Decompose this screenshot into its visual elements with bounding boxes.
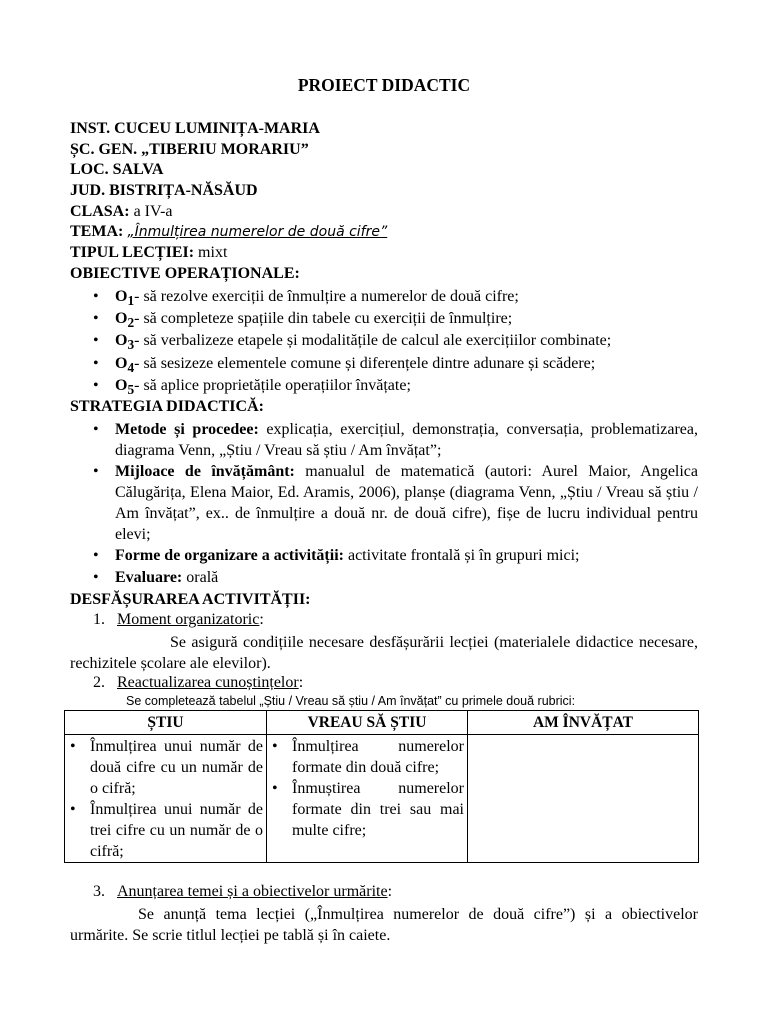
bullet-icon: • [93,569,99,586]
table-header-want: VREAU SĂ ȘTIU [267,711,468,735]
step-3-text: Se anunță tema lecției („Înmulțirea numerelor de două cifre”) și a obiectivelor urmărite. Se scrie titlul lecției pe tablă și în caiete. [70,906,698,944]
bullet-icon: • [272,738,278,755]
step-3-heading: 3. Anunțarea temei și a obiectivelor urmărite: [93,883,393,900]
objective-item: • $O_4-$ să sesizeze elementele comune și diferențele dintre adunare și scădere; [93,355,596,376]
objective-item: • $O_1-$ să rezolve exerciții de înmulțire a numerelor de două cifre; [93,288,519,309]
teacher-name: INST. CUCEU LUMINIȚA-MARIA [70,120,320,137]
table-header-learned: AM ÎNVĂȚAT [468,711,699,735]
strategy-heading: STRATEGIA DIDACTICĂ: [70,398,264,415]
bullet-icon: • [272,780,278,797]
bullet-icon: • [70,738,76,755]
strategy-methods: • Metode și procedee: explicația, exercițiul, demonstrația, conversația, problematizarea, diagrama Venn, „Știu / Vreau să știu / Am învățat”; [93,421,699,459]
bullet-icon: • [93,377,99,394]
strategy-means: • Mijloace de învățământ: manualul de matematică (autori: Aurel Maior, Angelica Călugărița, Elena Maior, Ed. Aramis, 2006), planșe (diagrama Venn, „Știu / Vreau să știu / Am învățat”, ex.. de înmulțire a două nr. de două cifre), fișe de lucru individual pentru elevi; [93,463,699,543]
step-2-heading: 2. Reactualizarea cunoștințelor: [93,674,304,691]
objectives-heading: OBIECTIVE OPERAȚIONALE: [70,265,300,282]
theme-label: TEMA: [70,223,124,240]
step-1-heading: 1. Moment organizatoric: [93,611,264,628]
table-cell-learned [468,735,699,863]
theme-value: „Înmulțirea numerelor de două cifre” [127,224,388,240]
table-caption: Se completează tabelul „Știu / Vreau să știu / Am învățat” cu primele două rubrici: [126,694,576,708]
table-header-know: ȘTIU [65,711,267,735]
theme-line [70,222,387,242]
page-title: PROIECT DIDACTIC [297,75,471,95]
bullet-icon: • [70,801,76,818]
objective-item: • $O_2-$ să completeze spațiile din tabele cu exerciții de înmulțire; [93,310,513,331]
list-item: • Înmulțirea numerelor formate din două cifre; [272,738,464,776]
class-label: CLASA: [70,203,130,220]
class-value: a IV-a [133,203,173,220]
strategy-evaluation: • Evaluare: orală [93,569,219,586]
table-cell-want [267,735,468,863]
bullet-icon: • [93,288,99,305]
locality: LOC. SALVA [70,161,164,178]
objective-item: • $O_3-$ să verbalizeze etapele și modalitățile de calcul ale exercițiilor combinate; [93,332,612,353]
bullet-icon: • [93,421,99,438]
bullet-icon: • [93,547,99,564]
bullet-icon: • [93,310,99,327]
table-cell-know [65,735,267,863]
step-1-text: Se asigură condițiile necesare desfășurării lecției (materialele didactice necesare, rechizitele școlare ale elevilor). [70,634,698,672]
school-name: ȘC. GEN. „TIBERIU MORARIU” [70,141,309,158]
lesson-type-value: mixt [198,244,228,261]
bullet-icon: • [93,332,99,349]
county: JUD. BISTRIȚA-NĂSĂUD [70,182,258,199]
class-line [70,202,173,222]
list-item: • Înmulțirea unui număr de trei cifre cu un număr de o cifră; [70,801,263,860]
list-item: • Înmuștirea numerelor formate din trei sau mai multe cifre; [272,780,464,839]
kwl-table [64,710,699,863]
bullet-icon: • [93,355,99,372]
strategy-forms: • Forme de organizare a activității: activitate frontală și în grupuri mici; [93,547,580,564]
list-item: • Înmulțirea unui număr de două cifre cu un număr de o cifră; [70,738,263,797]
lesson-type-line [70,243,227,263]
lesson-type-label: TIPUL LECȚIEI: [70,244,195,261]
activity-heading: DESFĂȘURAREA ACTIVITĂȚII: [70,591,311,608]
bullet-icon: • [93,463,99,480]
objective-item: • $O_5-$ să aplice proprietățile operațiilor învățate; [93,377,411,398]
